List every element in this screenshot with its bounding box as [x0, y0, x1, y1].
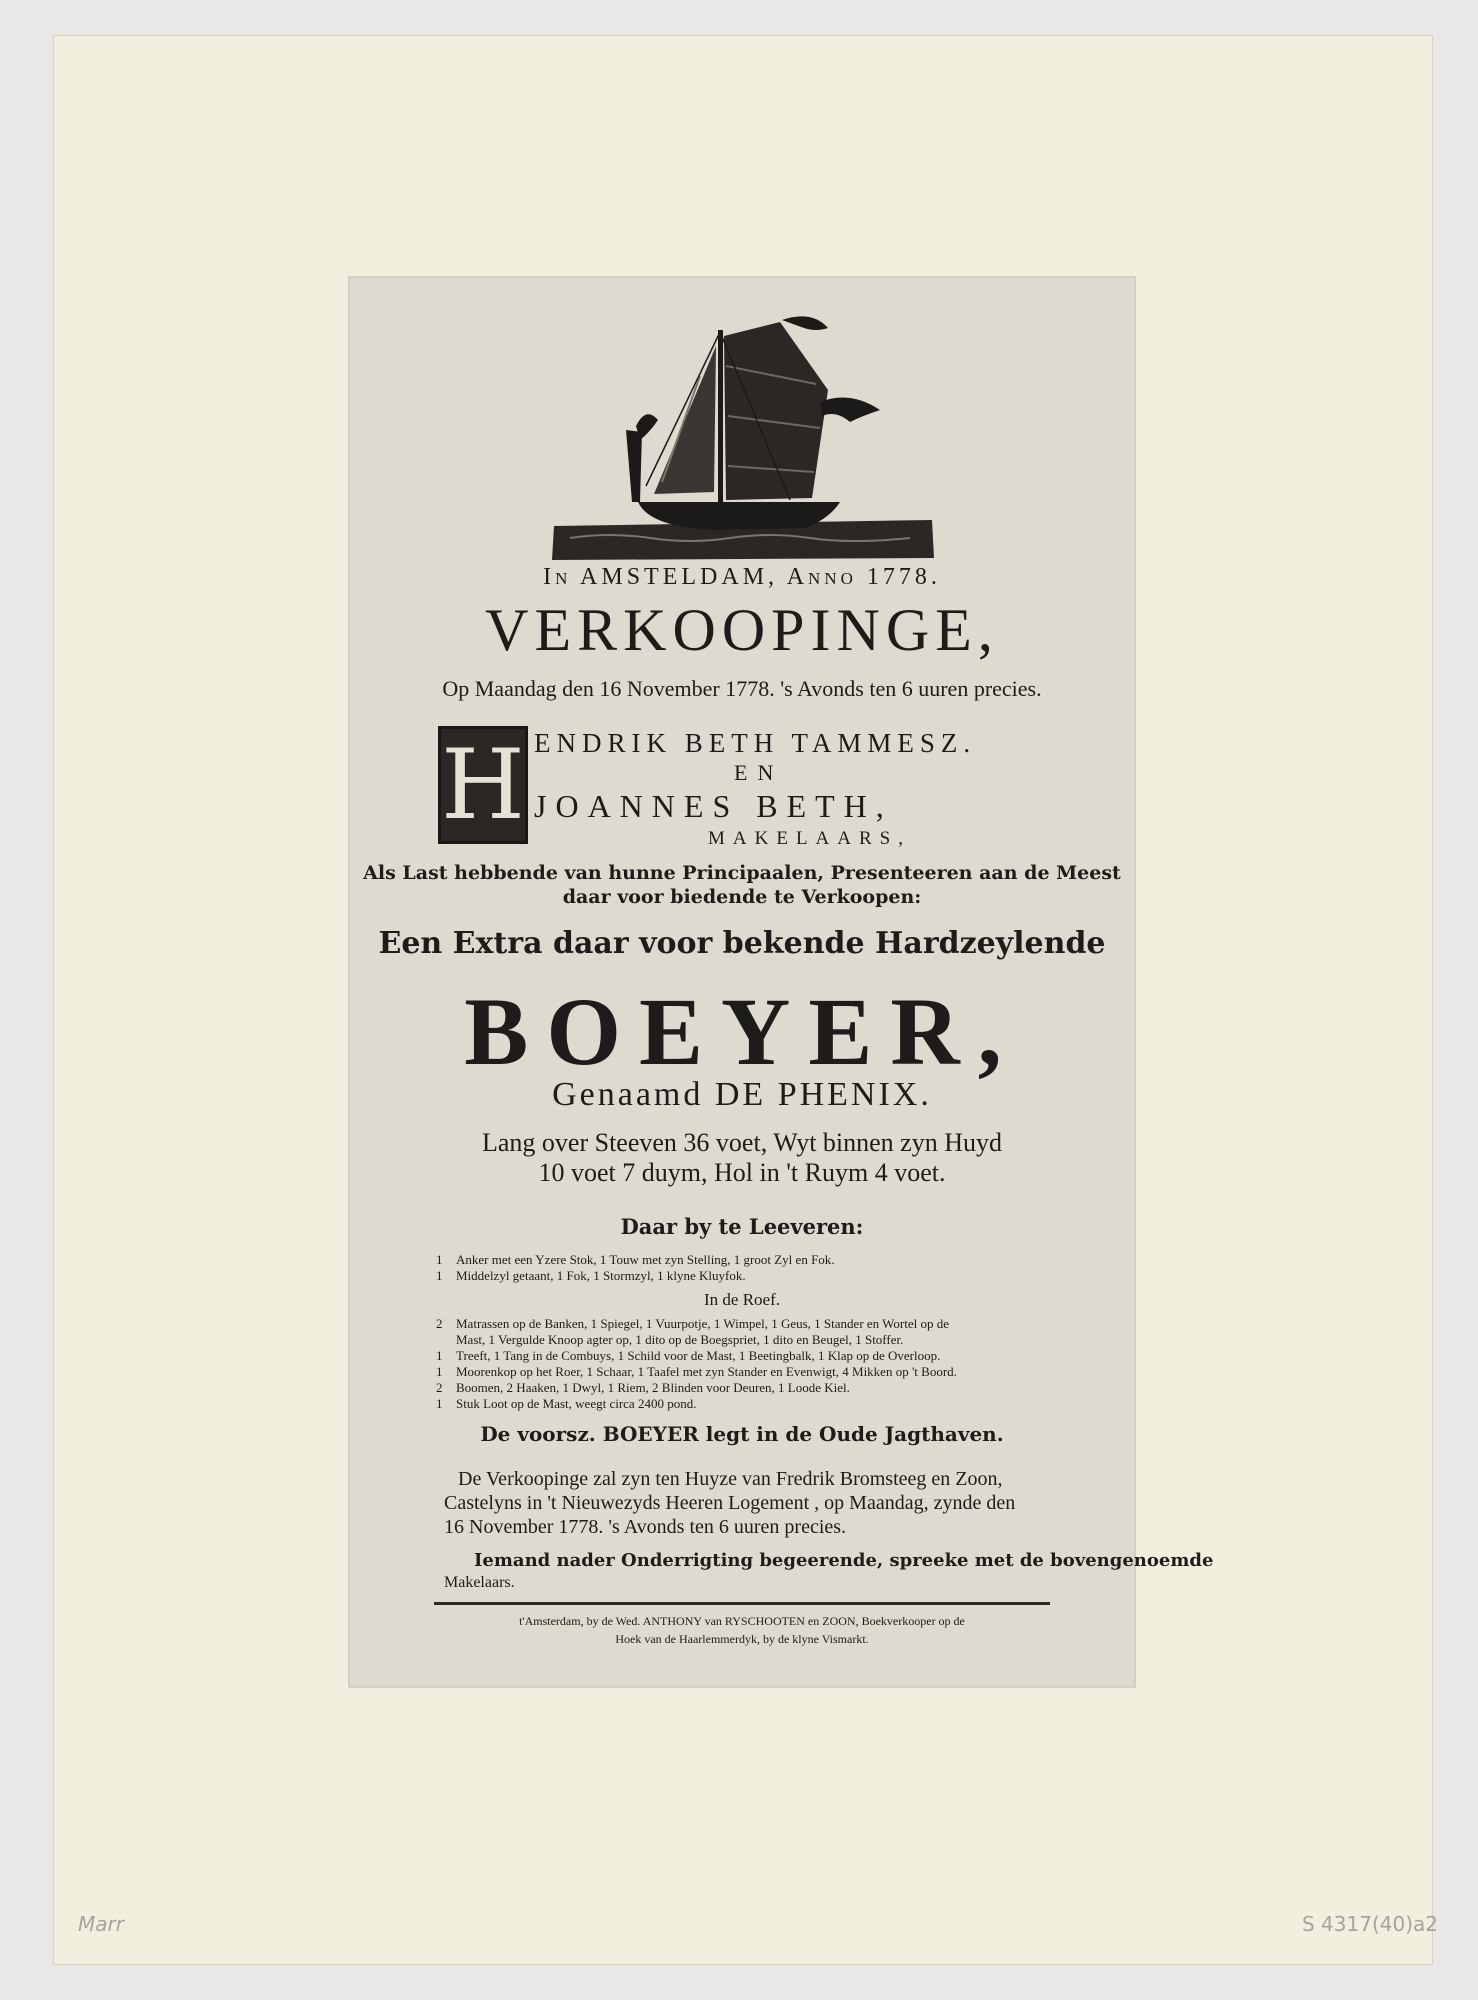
roef-heading: In de Roef.: [703, 1290, 780, 1309]
roef-item: Mast, 1 Vergulde Knoop agter op, 1 dito op de Boegspriet, 1 dito en Beugel, 1 Stoffer.: [456, 1332, 904, 1347]
sale-venue-line-3: 16 November 1778. 's Avonds ten 6 uuren precies.: [444, 1516, 847, 1538]
intro-line-1: Als Last hebbende van hunne Principaalen, Presenteeren aan de Meest: [363, 862, 1121, 884]
sale-dateline: Op Maandag den 16 November 1778. 's Avonds ten 6 uuren precies.: [442, 676, 1042, 701]
boeyer-heading: BOEYER,: [464, 978, 1020, 1085]
broker-name-1: ENDRIK BETH TAMMESZ.: [534, 728, 977, 758]
extra-heading: Een Extra daar voor bekende Hardzeylende: [378, 926, 1106, 961]
roef-item: 1 Moorenkop op het Roer, 1 Schaar, 1 Taafel met zyn Stander en Evenwigt, 4 Mikken op 't Boord.: [436, 1364, 957, 1379]
auction-poster: [348, 276, 1214, 1688]
contact-line: Iemand nader Onderrigting begeerende, spreeke met de bovengenoemde: [474, 1550, 1214, 1571]
contact-line-end: Makelaars.: [444, 1574, 515, 1591]
place-year-line: In AMSTELDAM, Anno 1778.: [543, 564, 941, 590]
supplied-heading: Daar by te Leeveren:: [620, 1214, 864, 1239]
roef-item: 2 Boomen, 2 Haaken, 1 Dwyl, 1 Riem, 2 Blinden voor Deuren, 1 Loode Kiel.: [436, 1380, 850, 1395]
sale-venue-line-1: De Verkoopinge zal zyn ten Huyze van Fredrik Bromsteeg en Zoon,: [458, 1468, 1003, 1490]
imprint-line-1: t'Amsterdam, by de Wed. ANTHONY van RYSCHOOTEN en ZOON, Boekverkooper op de: [519, 1614, 965, 1628]
ship-name: Genaamd DE PHENIX.: [552, 1076, 932, 1113]
decorated-initial: H: [438, 726, 528, 844]
broker-name-2: JOANNES BETH,: [534, 788, 893, 824]
sale-venue-line-2: Castelyns in 't Nieuwezyds Heeren Logement , op Maandag, zynde den: [444, 1492, 1016, 1514]
dimensions-line-2: 10 voet 7 duym, Hol in 't Ruym 4 voet.: [538, 1158, 946, 1187]
margin-note-right: S 4317(40)a2: [1302, 1912, 1438, 1936]
intro-line-2: daar voor biedende te Verkoopen:: [562, 886, 922, 908]
sailing-ship-woodcut-icon: [550, 306, 936, 564]
divider-rule: [434, 1602, 1050, 1605]
dimensions-line-1: Lang over Steeven 36 voet, Wyt binnen zyn Huyd: [482, 1128, 1002, 1157]
conjunction-en: EN: [734, 760, 784, 785]
makelaars-label: MAKELAARS,: [708, 828, 911, 849]
inventory-item: 1 Anker met een Yzere Stok, 1 Touw met zyn Stelling, 1 groot Zyl en Fok.: [436, 1252, 835, 1267]
roef-item: 1 Treeft, 1 Tang in de Combuys, 1 Schild voor de Mast, 1 Beetingbalk, 1 Klap op de Overloop.: [436, 1348, 941, 1363]
roef-item: 2 Matrassen op de Banken, 1 Spiegel, 1 Vuurpotje, 1 Wimpel, 1 Geus, 1 Stander en Wortel op de: [436, 1316, 950, 1331]
imprint-line-2: Hoek van de Haarlemmerdyk, by de klyne Vismarkt.: [615, 1632, 869, 1646]
margin-note-left: Marr: [78, 1912, 124, 1936]
poster-title: VERKOOPINGE,: [485, 597, 999, 663]
roef-item: 1 Stuk Loot op de Mast, weegt circa 2400 pond.: [436, 1396, 697, 1411]
location-line: De voorsz. BOEYER legt in de Oude Jagthaven.: [480, 1422, 1004, 1446]
inventory-item: 1 Middelzyl getaant, 1 Fok, 1 Stormzyl, 1 klyne Kluyfok.: [436, 1268, 746, 1283]
